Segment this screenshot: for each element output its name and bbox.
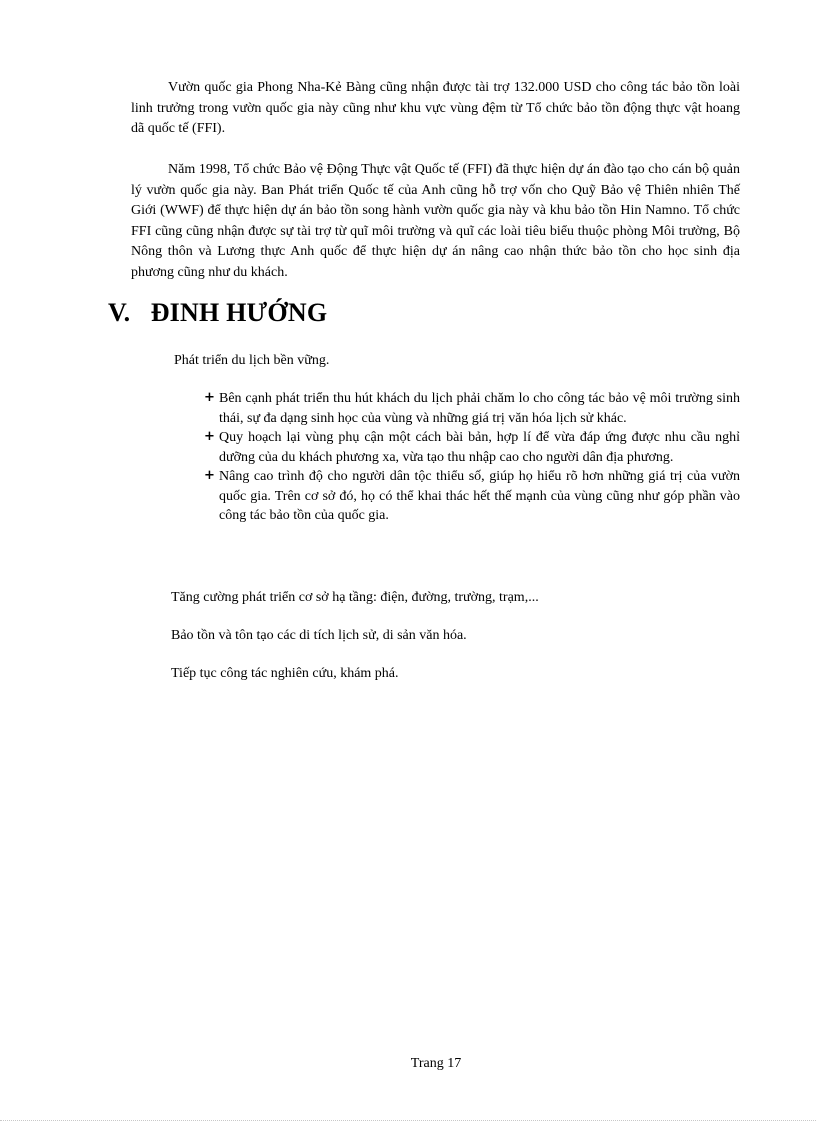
bullet-text: Nâng cao trình độ cho người dân tộc thiểu số, giúp họ hiểu rõ hơn những giá trị của vườn quốc gia. Trên cơ sở đó, họ có thể khai thác hết thế mạnh của vùng cũng như góp phần vào công tác bảo tồn của quốc gia. [219, 469, 740, 523]
page-number: Trang 17 [410, 1056, 462, 1071]
page-bottom-divider [0, 1120, 816, 1121]
item-infrastructure: Tăng cường phát triển cơ sở hạ tầng: điện, đường, trường, trạm,... [171, 590, 539, 605]
list-item [204, 467, 740, 526]
plus-sign-icon: + [204, 429, 215, 444]
paragraph-funding: Vườn quốc gia Phong Nha-Kẻ Bàng cũng nhận được tài trợ 132.000 USD cho công tác bảo tồn loài linh trưởng trong vườn quốc gia này cũng như khu vực vùng đệm từ Tổ chức bảo tồn động thực vật hoang dã quốc tế (FFI). [131, 80, 740, 136]
plus-sign-icon: + [204, 468, 215, 483]
item-heritage: Bảo tồn và tôn tạo các di tích lịch sử, di sản văn hóa. [171, 628, 467, 643]
list-item [204, 428, 740, 467]
bullet-list [204, 389, 740, 526]
page-footer [0, 1054, 816, 1074]
bullet-text: Bên cạnh phát triển thu hút khách du lịch phải chăm lo cho công tác bảo vệ môi trường sinh thái, sự đa dạng sinh học của vùng và những giá trị văn hóa lịch sử khác. [219, 391, 740, 426]
section-title: ĐINH HƯỚNG [150, 298, 328, 327]
section-heading [108, 296, 327, 330]
section-subtitle: Phát triển du lịch bền vững. [174, 353, 330, 368]
paragraph-projects: Năm 1998, Tổ chức Bảo vệ Động Thực vật Quốc tế (FFI) đã thực hiện dự án đào tạo cho cán bộ quản lý vườn quốc gia này. Ban Phát triển Quốc tế của Anh cũng hỗ trợ vốn cho Quỹ Bảo vệ Thiên nhiên Thế Giới (WWF) để thực hiện dự án bảo tồn song hành vườn quốc gia này và khu bảo tồn Hin Namno. Tổ chức FFI cũng cũng nhận được sự tài trợ từ quĩ môi trường và quĩ các loài tiêu biểu thuộc phòng Môi trường, Bộ Nông thôn và Lương thực Anh quốc để thực hiện dự án nâng cao nhận thức bảo tồn cho học sinh địa phương cũng như du khách. [131, 162, 740, 280]
list-item [204, 389, 740, 428]
section-number: V. [108, 298, 131, 327]
bullet-text: Quy hoạch lại vùng phụ cận một cách bài bản, hợp lí để vừa đáp ứng được nhu cầu nghỉ dưỡng của du khách phương xa, vừa tạo thu nhập cao cho người dân địa phương. [219, 430, 740, 465]
plus-sign-icon: + [204, 390, 215, 405]
item-research: Tiếp tục công tác nghiên cứu, khám phá. [171, 666, 399, 681]
